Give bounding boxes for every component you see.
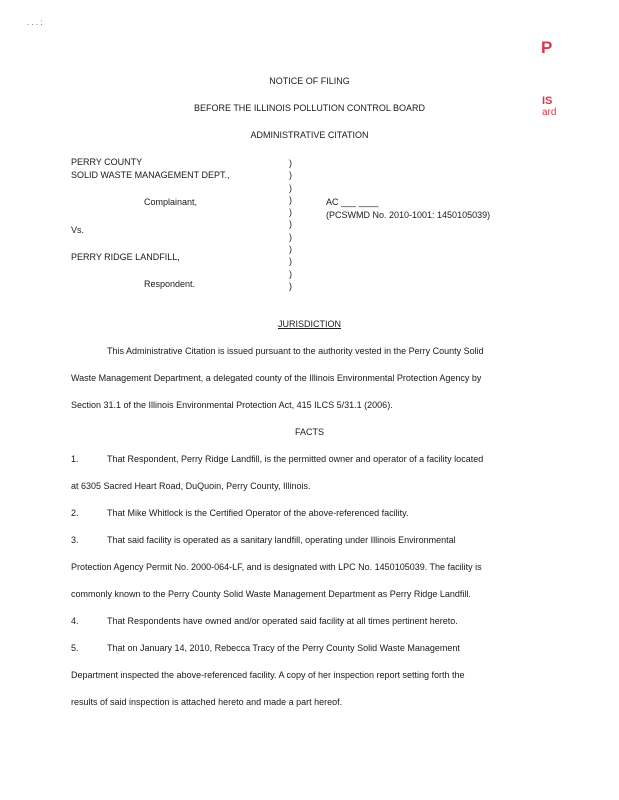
complainant-name-2: SOLID WASTE MANAGEMENT DEPT., bbox=[71, 170, 230, 180]
stamp-letter: P bbox=[541, 38, 553, 57]
board-heading: BEFORE THE ILLINOIS POLLUTION CONTROL BOARD bbox=[193, 103, 426, 113]
fact-item-4 bbox=[71, 616, 458, 626]
versus-label: Vs. bbox=[71, 225, 85, 235]
fact-text: That Mike Whitlock is the Certified Operator of the above-referenced facility. bbox=[107, 508, 409, 518]
fact-number: 5. bbox=[71, 643, 79, 653]
complainant-name-1: PERRY COUNTY bbox=[71, 157, 143, 167]
fact-number: 3. bbox=[71, 535, 79, 545]
fact-item-5 bbox=[71, 643, 460, 653]
complainant-role: Complainant, bbox=[144, 197, 198, 207]
corner-mark: . . . : bbox=[27, 18, 43, 27]
respondent-name: PERRY RIDGE LANDFILL, bbox=[71, 252, 180, 262]
jurisdiction-line: Waste Management Department, a delegated county of the Illinois Environmental Protection Agency by bbox=[71, 373, 482, 383]
stamp-text-1: IS bbox=[542, 95, 553, 107]
fact-item-3 bbox=[71, 535, 456, 545]
fact-text: That Respondents have owned and/or operated said facility at all times pertinent hereto. bbox=[107, 616, 458, 626]
notice-heading: NOTICE OF FILING bbox=[269, 76, 350, 86]
jurisdiction-line: This Administrative Citation is issued pursuant to the authority vested in the Perry County Solid bbox=[107, 346, 484, 356]
caption-parentheses: ) ) ) ) ) ) ) ) ) ) ) bbox=[289, 158, 292, 291]
jurisdiction-heading: JURISDICTION bbox=[278, 319, 341, 329]
fact-item-2 bbox=[71, 508, 408, 518]
citation-heading: ADMINISTRATIVE CITATION bbox=[250, 130, 369, 140]
fact-text: That on January 14, 2010, Rebecca Tracy of the Perry County Solid Waste Management bbox=[107, 643, 460, 653]
fact-text: commonly known to the Perry County Solid Waste Management Department as Perry Ridge Landfill. bbox=[71, 589, 471, 599]
stamp-text-2: ard bbox=[542, 107, 557, 118]
fact-item-1 bbox=[71, 454, 483, 464]
ac-number: AC ___ ____ bbox=[326, 197, 379, 207]
respondent-role: Respondent. bbox=[144, 279, 196, 289]
fact-text: results of said inspection is attached hereto and made a part hereof. bbox=[71, 697, 343, 707]
fact-number: 2. bbox=[71, 508, 79, 518]
fact-number: 1. bbox=[71, 454, 79, 464]
fact-text: at 6305 Sacred Heart Road, DuQuoin, Perry County, Illinois. bbox=[71, 481, 311, 491]
fact-text: That said facility is operated as a sanitary landfill, operating under Illinois Environmental bbox=[107, 535, 456, 545]
facts-heading: FACTS bbox=[294, 427, 324, 437]
fact-text: That Respondent, Perry Ridge Landfill, is the permitted owner and operator of a facility located bbox=[107, 454, 484, 464]
pcswmd-number: (PCSWMD No. 2010-1001: 1450105039) bbox=[326, 210, 491, 220]
fact-text: Protection Agency Permit No. 2000-064-LF, and is designated with LPC No. 1450105039. The facility is bbox=[71, 562, 482, 572]
jurisdiction-line: Section 31.1 of the Illinois Environmental Protection Act, 415 ILCS 5/31.1 (2006). bbox=[71, 400, 393, 410]
fact-number: 4. bbox=[71, 616, 79, 626]
fact-text: Department inspected the above-referenced facility. A copy of her inspection report setting forth the bbox=[71, 670, 465, 680]
